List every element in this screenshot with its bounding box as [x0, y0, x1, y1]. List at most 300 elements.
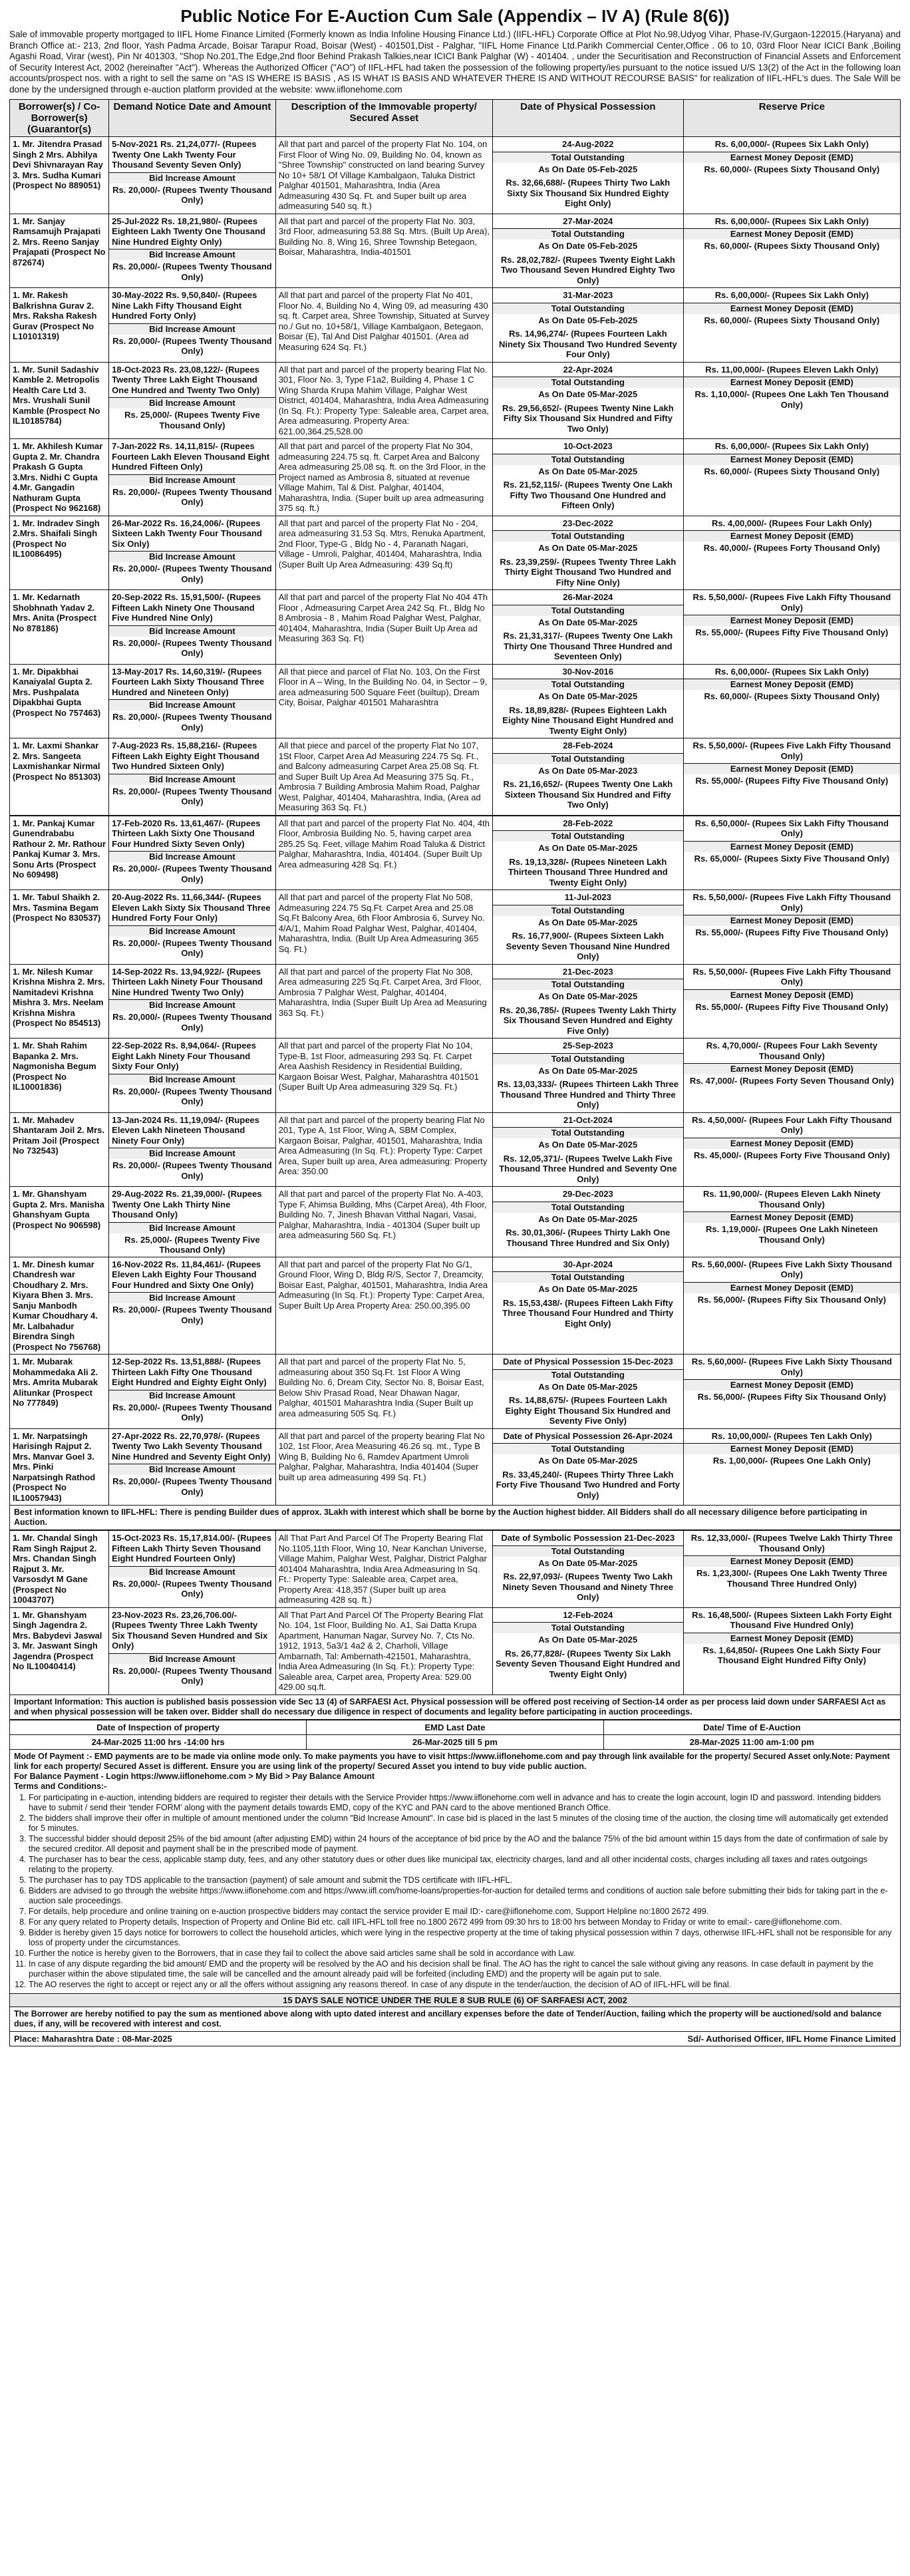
- borrower-names: 1. Mr. Sunil Sadashiv Kamble 2. Metropolis Health Care Ltd 3. Mrs. Vrushali Sunil Kamble (Prospect No IL10185784): [13, 364, 100, 426]
- outstanding-amount: Rs. 26,77,828/- (Rupees Twenty Six Lakh Seventy Seven Thousand Eight Hundred and Twenty Eight Only): [496, 1648, 681, 1679]
- borrower-names: 1. Mr. Tabul Shaikh 2. Mrs. Tasmina Begam (Prospect No 830537): [13, 892, 101, 923]
- reserve-price: Rs. 4,50,000/- (Rupees Four Lakh Fifty Thousand Only): [692, 1114, 892, 1135]
- reserve-price: Rs. 6,50,000/- (Rupees Six Lakh Fifty Thousand Only): [694, 818, 889, 838]
- borrower-cell: [10, 1187, 109, 1257]
- as-on-date: As On Date 05-Mar-2023: [538, 765, 638, 776]
- outstanding-amount: Rs. 30,01,306/- (Rupees Thirty Lakh One Thousand Three Hundred and Six Only): [506, 1227, 671, 1248]
- as-on-date: As On Date 05-Mar-2025: [538, 543, 638, 553]
- emd-label: Earnest Money Deposit (EMD): [684, 989, 900, 1001]
- bid-increase-value: Rs. 20,000/- (Rupees Twenty Thousand Only): [112, 335, 272, 356]
- reserve-price: Rs. 12,33,000/- (Rupees Twelve Lakh Thirty Three Thousand Only): [690, 1533, 893, 1553]
- payment-mode: Mode Of Payment :- EMD payments are to be made via online mode only. To make payments you have to visit https://www.iiflonehome.com and pay through link available for the property/ Secured Asset only.Note: Payment link for each property/ Secured Asset is different. Ensure you are using link of the property/ Secured Asset you intend to buy vide public auction.: [14, 1751, 890, 1771]
- auction-table: [9, 99, 901, 816]
- reserve-price: Rs. 6,00,000/- (Rupees Six Lakh Only): [714, 666, 869, 677]
- demand-notice: 5-Nov-2021 Rs. 21,24,077/- (Rupees Twenty One Lakh Twenty Four Thousand Seventy Seven Only): [112, 139, 257, 170]
- borrower-names: 1. Mr. Indradev Singh 2.Mrs. Shaifali Singh (Prospect No IL10086495): [13, 518, 100, 559]
- bid-increase-label: Bid Increase Amount: [109, 774, 275, 785]
- total-outstanding-label: Total Outstanding: [493, 830, 683, 842]
- description-cell: [275, 890, 492, 965]
- reserve-price: Rs. 6,00,000/- (Rupees Six Lakh Only): [714, 139, 869, 149]
- emd-value: Rs. 65,000/- (Rupees Sixty Five Thousand Only): [694, 853, 889, 864]
- best-info-note: Best information known to IIFL-HFL: There is pending Builder dues of approx. 3Lakh with interest which shall be borne by the Auction highest bidder. All Bidders shall do all necessary diligence before participating in Auction.: [9, 1506, 901, 1530]
- bid-increase-value: Rs. 20,000/- (Rupees Twenty Thousand Only): [112, 1305, 272, 1325]
- emd-label: Earnest Money Deposit (EMD): [684, 615, 900, 626]
- terms-item: 6. Bidders are advised to go through the website https://www.iiflonehome.com and https://www.iifl.com/home-loans/properties-for-auction for detailed terms and conditions of auction sale before submitting their bids for taking part in the e-auction sale proceedings.: [29, 1886, 896, 1906]
- total-outstanding-label: Total Outstanding: [493, 753, 683, 764]
- reserve-price: Rs. 5,50,000/- (Rupees Five Lakh Fifty Thousand Only): [692, 592, 891, 613]
- table-row: [10, 1257, 901, 1355]
- property-description: All that part and parcel of the property Flat No. 104, on First Floor of Wing No. 09, Building No. 04, known as "Shree Township" constructed on land bearing Survey No 10+ 58/1 Of Village Kambalgaon, Taluka District Palghar 401501, Maharashtra, India (Area Admeasuring 430 Sq. Ft. and Super built up area admeasuring 540 sq. ft.): [278, 139, 488, 211]
- demand-cell: [109, 516, 276, 590]
- borrower-cell: [10, 1257, 109, 1355]
- borrower-cell: [10, 516, 109, 590]
- total-outstanding-label: Total Outstanding: [493, 152, 683, 163]
- emd-value: Rs. 55,000/- (Rupees Fifty Five Thousand Only): [695, 927, 889, 937]
- bid-increase-value: Rs. 20,000/- (Rupees Twenty Thousand Only): [112, 786, 272, 806]
- property-description: All that part and parcel of the property Flat No 304, admeasuring 224.75 sq. ft. Carpet Area and Balcony Area admeasuring 25.08 sq. ft. on the 3rd Floor, in the Project named as Ambrosia 8, situated at revenue Village Mahim, Tal & Dist. Palghar, 401404, Maharashtra, India. (Super built up area admeasuring 375 sq. ft.): [278, 441, 486, 513]
- table-row: [10, 1428, 901, 1506]
- emd-label: Earnest Money Deposit (EMD): [684, 530, 900, 542]
- borrower-names: 1. Mr. Pankaj Kumar Gunendrababu Rathour 2. Mr. Rathour Pankaj Kumar 3. Mrs. Sonu Arts (Prospect No 609498): [13, 818, 106, 880]
- closing-title: 15 DAYS SALE NOTICE UNDER THE RULE 8 SUB RULE (6) OF SARFAESI ACT, 2002: [9, 1994, 901, 2007]
- bid-increase-label: Bid Increase Amount: [109, 474, 275, 486]
- reserve-price: Rs. 5,50,000/- (Rupees Five Lakh Fifty Thousand Only): [692, 892, 891, 913]
- bid-increase-value: Rs. 20,000/- (Rupees Twenty Thousand Only): [112, 184, 272, 205]
- borrower-cell: [10, 1531, 109, 1608]
- description-cell: [275, 738, 492, 816]
- description-cell: [275, 439, 492, 516]
- demand-cell: [109, 137, 276, 214]
- emd-label: Earnest Money Deposit (EMD): [684, 228, 900, 240]
- outstanding-amount: Rs. 14,96,274/- (Rupees Fourteen Lakh Ninety Six Thousand Two Hundred Seventy Four Only): [498, 329, 677, 359]
- borrower-names: 1. Mr. Akhilesh Kumar Gupta 2. Mr. Chandra Prakash G Gupta 3.Mrs. Nidhi C Gupta 4.Mr. Gangadin Nathuram Gupta (Prospect No 962168): [13, 441, 103, 513]
- possession-cell: [493, 439, 684, 516]
- as-on-date: As On Date 05-Mar-2025: [538, 1284, 638, 1294]
- reserve-price: Rs. 4,00,000/- (Rupees Four Lakh Only): [712, 518, 872, 528]
- demand-cell: [109, 1039, 276, 1113]
- as-on-date: As On Date 05-Mar-2025: [538, 691, 638, 701]
- description-cell: [275, 362, 492, 439]
- possession-date: 30-Nov-2016: [562, 666, 614, 677]
- emd-label: Earnest Money Deposit (EMD): [684, 679, 900, 690]
- emd-value: Rs. 60,000/- (Rupees Sixty Thousand Only): [704, 691, 880, 701]
- borrower-cell: [10, 738, 109, 816]
- borrower-cell: [10, 288, 109, 363]
- emd-value: Rs. 60,000/- (Rupees Sixty Thousand Only): [704, 315, 880, 325]
- as-on-date: As On Date 05-Mar-2025: [538, 1557, 638, 1568]
- description-cell: [275, 590, 492, 665]
- outstanding-amount: Rs. 13,03,333/- (Rupees Thirteen Lakh Three Thousand Three Hundred and Thirty Three Only): [497, 1079, 679, 1110]
- reserve-price: Rs. 5,50,000/- (Rupees Five Lakh Fifty Thousand Only): [692, 740, 891, 761]
- reserve-cell: [683, 1355, 900, 1429]
- outstanding-amount: Rs. 21,31,317/- (Rupees Twenty One Lakh Thirty One Thousand Three Hundred and Seventeen Only): [503, 631, 673, 661]
- property-description: All that part and parcel of the property Flat No. 303, 3rd Floor, admeasuring 53.88 Sq. Mtrs. (Built Up Area), Building No. 8, Wing 16, Shree Township Betegaon, Boisar, Maharashtra, India-401501: [278, 216, 490, 257]
- emd-label: Earnest Money Deposit (EMD): [684, 1555, 900, 1567]
- reserve-cell: [683, 816, 900, 890]
- bid-increase-value: Rs. 20,000/- (Rupees Twenty Thousand Only): [112, 261, 272, 282]
- reserve-cell: [683, 738, 900, 816]
- borrower-cell: [10, 1355, 109, 1429]
- terms-item: 11. In case of any dispute regarding the bid amount/ EMD and the property will be resolved by the AO and his decision shall be final. The AO has the right to cancel the sale without giving any reasons. In case default in payment by the purchaser within the above stipulated time, the sale will be cancelled and the amount already paid will be forfeited (including EMD) and the property will be again put to sale.: [29, 1959, 896, 1979]
- borrower-names: 1. Mr. Jitendra Prasad Singh 2 Mrs. Abhilya Devi Shivnarayan Ray 3. Mrs. Sudha Kumari (Prospect No 889051): [13, 139, 103, 190]
- bid-increase-label: Bid Increase Amount: [109, 1464, 275, 1475]
- bid-increase-label: Bid Increase Amount: [109, 1653, 275, 1665]
- terms-list: [29, 1793, 896, 1990]
- as-on-date: As On Date 05-Mar-2025: [538, 1456, 638, 1466]
- possession-date: 11-Jul-2023: [564, 892, 611, 902]
- description-cell: [275, 1428, 492, 1506]
- demand-cell: [109, 664, 276, 738]
- auction-rows-3: [10, 1531, 901, 1695]
- demand-cell: [109, 1531, 276, 1608]
- total-outstanding-label: Total Outstanding: [493, 1369, 683, 1380]
- as-on-date: As On Date 05-Mar-2025: [538, 1213, 638, 1224]
- total-outstanding-label: Total Outstanding: [493, 1127, 683, 1138]
- as-on-date: As On Date 05-Mar-2025: [538, 466, 638, 476]
- borrower-names: 1. Mr. Chandal Singh Ram Singh Rajput 2. Mrs. Chandan Singh Rajput 3. Mr. Varsosdyt M Gane (Prospect No 10043707): [13, 1533, 98, 1605]
- auction-table-2: [9, 816, 901, 1506]
- borrower-names: 1. Mr. Rakesh Balkrishna Gurav 2. Mrs. Raksha Rakesh Gurav (Prospect No L10101319): [13, 290, 97, 341]
- header-borrower: Borrower(s) / Co-Borrower(s) (Guarantor(s): [10, 100, 109, 137]
- signatory: Sd/- Authorised Officer, IIFL Home Finance Limited: [687, 2033, 896, 2044]
- description-cell: [275, 1257, 492, 1355]
- demand-cell: [109, 964, 276, 1039]
- possession-date: 28-Feb-2024: [563, 740, 613, 750]
- outstanding-amount: Rs. 16,77,900/- (Rupees Sixteen Lakh Seventy Seven Thousand Nine Hundred Only): [506, 931, 670, 961]
- as-on-date: As On Date 05-Mar-2025: [538, 991, 638, 1001]
- borrower-names: 1. Mr. Mahadev Shantaram Joil 2. Mrs. Pritam Joil (Prospect No 732543): [13, 1114, 104, 1156]
- borrower-cell: [10, 890, 109, 965]
- outstanding-amount: Rs. 29,56,652/- (Rupees Twenty Nine Lakh Fifty Six Thousand Six Hundred and Fifty Two Only): [502, 402, 674, 434]
- terms-item: 10. Further the notice is hereby given to the Borrowers, that in case they fail to collect the above said articles same shall be sold in accordance with Law.: [29, 1949, 896, 1959]
- bid-increase-value: Rs. 20,000/- (Rupees Twenty Thousand Only): [112, 637, 272, 658]
- schedule-emd-value: 26-Mar-2025 till 5 pm: [307, 1734, 603, 1749]
- table-row: [10, 288, 901, 363]
- emd-label: Earnest Money Deposit (EMD): [684, 1138, 900, 1149]
- reserve-price: Rs. 6,00,000/- (Rupees Six Lakh Only): [714, 441, 869, 451]
- bid-increase-label: Bid Increase Amount: [109, 1566, 275, 1577]
- possession-date: 31-Mar-2023: [563, 290, 613, 300]
- property-description: All that part and parcel of the property Flat No 508, Admeasuring 224.75 Sq.Ft. Carpet Area and 25.08 Sq.Ft Balcony Area, 6th Floor Ambrosia 6, Survey No. 4/A/1, Mahim Road Palghar West, Palghar, 401404, Maharashtra, India. (Built Up Area Admeasuring 365 Sq. Ft.): [278, 892, 485, 954]
- reserve-cell: [683, 1187, 900, 1257]
- emd-label: Earnest Money Deposit (EMD): [684, 1633, 900, 1644]
- total-outstanding-label: Total Outstanding: [493, 1053, 683, 1064]
- description-cell: [275, 516, 492, 590]
- demand-notice: 26-Mar-2022 Rs. 16,24,006/- (Rupees Sixteen Lakh Twenty Four Thousand Six Only): [112, 518, 262, 549]
- terms-item: 12. The AO reserves the right to accept or reject any or all the offers without assigning any reasons thereof. In case of any dispute in the tender/auction, the decision of AO of IIFL-HFL will be final.: [29, 1980, 896, 1990]
- outstanding-amount: Rs. 23,39,259/- (Rupees Twenty Three Lakh Thirty Eight Thousand Two Hundred and Fifty Nine Only): [500, 556, 677, 587]
- reserve-cell: [683, 137, 900, 214]
- property-description: All that piece and parcel of the property Flat No 107, 1St Floor, Carpet Area Ad Measuring 224.75 Sq. Ft., and Balcony admeasuring Carpet Area 25.08 Sq. Ft. and Super Built Up Area Ad Measuring 375 Sq. Ft., Ambrosia 7 Building Ambrosia Mahim Road, Palghar West, Palghar, 401404, Maharashtra, India, (Area ad Measuring 363 Sq. Ft.): [278, 740, 481, 812]
- outstanding-amount: Rs. 18,89,828/- (Rupees Eighteen Lakh Eighty Nine Thousand Eight Hundred and Twenty Eight Only): [502, 705, 674, 736]
- property-description: All that part and parcel of the property Flat No. A-403, Type F, Ahimsa Building, Mhs (Carpet Area), 4th Floor, Building No. 7, Jinesh Bhavan Vitthal Nagari, Vasai, Palghar, Maharashtra, India - 401304 (Super built up area admeasuring 560 Sq. Ft.): [278, 1189, 487, 1240]
- demand-notice: 7-Aug-2023 Rs. 15,88,216/- (Rupees Fifteen Lakh Eighty Eight Thousand Two Hundred Sixteen Only): [112, 740, 259, 771]
- demand-notice: 15-Oct-2023 Rs. 15,17,814.00/- (Rupees Fifteen Lakh Thirty Seven Thousand Eight Hundred Fourteen Only): [112, 1533, 272, 1563]
- demand-cell: [109, 1112, 276, 1187]
- property-description: All that part and parcel of the property bearing Flat No. 301, Floor No. 3, Type F1a2, Building 4, Phase 1 C Wing Sharda Krupa Mahim Village, Palghar West District, 401404, Maharashtra, India Area Admeasuring (In Sq. Ft.): Property Type: Saleable area, Carpet area, Area admeasuring. Property Area: 621.00,364.25,528.00: [278, 364, 489, 436]
- notice-page: [9, 5, 901, 2046]
- emd-value: Rs. 1,10,000/- (Rupees One Lakh Ten Thousand Only): [694, 389, 889, 410]
- borrower-names: 1. Mr. Laxmi Shankar 2. Mrs. Sangeeta Laxmishankar Nirmal (Prospect No 851303): [13, 740, 101, 782]
- as-on-date: As On Date 05-Feb-2025: [538, 315, 638, 325]
- emd-label: Earnest Money Deposit (EMD): [684, 1379, 900, 1390]
- total-outstanding-label: Total Outstanding: [493, 377, 683, 388]
- description-cell: [275, 964, 492, 1039]
- schedule-header-row: [10, 1720, 901, 1734]
- possession-date: Date of Physical Possession 26-Apr-2024: [503, 1430, 673, 1441]
- bid-increase-label: Bid Increase Amount: [109, 1292, 275, 1303]
- emd-value: Rs. 1,19,000/- (Rupees One Lakh Nineteen Thousand Only): [706, 1224, 878, 1245]
- total-outstanding-label: Total Outstanding: [493, 605, 683, 616]
- reserve-price: Rs. 6,00,000/- (Rupees Six Lakh Only): [714, 290, 869, 300]
- schedule-inspection-value: 24-Mar-2025 11:00 hrs -14:00 hrs: [10, 1734, 307, 1749]
- terms-section: [9, 1750, 901, 1994]
- emd-value: Rs. 1,00,000/- (Rupees One Lakh Only): [712, 1456, 871, 1466]
- header-possession: Date of Physical Possession: [493, 100, 684, 137]
- reserve-cell: [683, 964, 900, 1039]
- bid-increase-label: Bid Increase Amount: [109, 1390, 275, 1401]
- possession-date: 30-Apr-2024: [563, 1259, 613, 1269]
- emd-label: Earnest Money Deposit (EMD): [684, 377, 900, 388]
- property-description: All that piece and parcel of Flat No. 103, On the First Floor in A – Wing, In the Building No. 04, in Sector – 9, area admeasuring 500 Square Feet (builtup), Dream City, Boisar, Palghar 401501 Maharashtra: [278, 666, 488, 707]
- description-cell: [275, 214, 492, 288]
- bid-increase-value: Rs. 20,000/- (Rupees Twenty Thousand Only): [112, 564, 272, 584]
- total-outstanding-label: Total Outstanding: [493, 1271, 683, 1283]
- bid-increase-value: Rs. 20,000/- (Rupees Twenty Thousand Only): [112, 1402, 272, 1422]
- balance-payment: For Balance Payment - Login https://www.iiflonehome.com > My Bid > Pay Balance Amount: [14, 1771, 375, 1781]
- terms-item: 5. The purchaser has to pay TDS applicable to the transaction (payment) of sale amount and submit the TDS certificate with IIFL-HFL.: [29, 1875, 896, 1885]
- bid-increase-label: Bid Increase Amount: [109, 551, 275, 562]
- bid-increase-value: Rs. 20,000/- (Rupees Twenty Thousand Only): [112, 1578, 272, 1599]
- reserve-price: Rs. 5,50,000/- (Rupees Five Lakh Fifty Thousand Only): [692, 966, 891, 987]
- borrower-cell: [10, 1607, 109, 1694]
- outstanding-amount: Rs. 32,66,688/- (Rupees Thirty Two Lakh Sixty Six Thousand Six Hundred Eighty Eight Only): [506, 178, 671, 208]
- possession-date: Date of Symbolic Possession 21-Dec-2023: [501, 1533, 675, 1543]
- reserve-cell: [683, 1428, 900, 1506]
- terms-item: 2. The bidders shall improve their offer in multiple of amount mentioned under the column "Bid Increase Amount". In case bid is placed in the last 5 minutes of the closing time of the auction, the closing time will automatically get extended for 5 minutes.: [29, 1814, 896, 1834]
- description-cell: [275, 288, 492, 363]
- demand-notice: 23-Nov-2023 Rs. 23,26,706.00/- (Rupees Twenty Three Lakh Twenty Six Thousand Seven Hundred and Six Only): [112, 1609, 268, 1651]
- schedule-auction-header: Date/ Time of E-Auction: [603, 1720, 900, 1734]
- possession-cell: [493, 1039, 684, 1113]
- total-outstanding-label: Total Outstanding: [493, 1202, 683, 1213]
- emd-value: Rs. 60,000/- (Rupees Sixty Thousand Only): [704, 466, 880, 476]
- emd-label: Earnest Money Deposit (EMD): [684, 303, 900, 314]
- place-date: Place: Maharashtra Date : 08-Mar-2025: [14, 2033, 172, 2044]
- notice-footer: [9, 2032, 901, 2046]
- reserve-cell: [683, 590, 900, 665]
- possession-date: 26-Mar-2024: [563, 592, 613, 602]
- bid-increase-value: Rs. 20,000/- (Rupees Twenty Thousand Only): [112, 864, 272, 884]
- possession-cell: [493, 516, 684, 590]
- emd-value: Rs. 60,000/- (Rupees Sixty Thousand Only): [704, 164, 880, 174]
- reserve-price: Rs. 11,90,000/- (Rupees Eleven Lakh Ninety Thousand Only): [703, 1189, 881, 1209]
- table-row: [10, 439, 901, 516]
- total-outstanding-label: Total Outstanding: [493, 1622, 683, 1633]
- bid-increase-label: Bid Increase Amount: [109, 1074, 275, 1085]
- outstanding-amount: Rs. 19,13,328/- (Rupees Nineteen Lakh Thirteen Thousand Three Hundred and Twenty Eight Only): [508, 856, 668, 887]
- possession-date: 21-Dec-2023: [562, 966, 613, 977]
- property-description: All that part and parcel of the property Flat No G/1, Ground Floor, Wing D, Bldg R/S, Sector 7, Dreamcity, Boisar East, Palghar, 401501, Maharashtra, India Area Admeasuring (In Sq. Ft.): Property Type: Carpet Area, Super Built Up Area Property Area: 250.00,395.00: [278, 1259, 488, 1311]
- possession-date: 10-Oct-2023: [563, 441, 613, 451]
- terms-item: 8. For any query related to Property details, Inspection of Property and Online Bid etc. call IIFL-HFL toll free no.1800 2672 499 from 09:30 hrs to 18:00 hrs between Monday to Friday or write to email:- care@iiflonehome.com.: [29, 1917, 896, 1927]
- outstanding-amount: Rs. 21,52,115/- (Rupees Twenty One Lakh Fifty Two Thousand One Hundred and Fifteen Only): [503, 480, 673, 510]
- auction-table-3: [9, 1530, 901, 1695]
- borrower-names: 1. Mr. Ghanshyam Singh Jagendra 2. Mrs. Babydevi Jaswal 3. Mr. Jaswant Singh Jagendra (Prospect No IL10040414): [13, 1609, 102, 1671]
- demand-cell: [109, 1257, 276, 1355]
- demand-cell: [109, 816, 276, 890]
- demand-cell: [109, 214, 276, 288]
- total-outstanding-label: Total Outstanding: [493, 1545, 683, 1557]
- emd-label: Earnest Money Deposit (EMD): [684, 454, 900, 465]
- property-description: All that part and parcel of the property Flat No 308, Area admeasuring 225 Sq.Ft. Carpet Area, 3rd Floor, Ambrosia 7 Palghar West, Palghar, 401404, Maharashtra, India (Super Built Up Area ad Measuring 363 Sq. Ft.): [278, 966, 487, 1018]
- reserve-cell: [683, 890, 900, 965]
- borrower-names: 1. Mr. Dipakbhai Kanaiyalal Gupta 2. Mrs. Pushpalata Dipakbhai Gupta (Prospect No 757463): [13, 666, 101, 718]
- emd-value: Rs. 56,000/- (Rupees Fifty Six Thousand Only): [697, 1392, 886, 1402]
- reserve-price: Rs. 5,60,000/- (Rupees Five Lakh Sixty Thousand Only): [691, 1357, 892, 1377]
- terms-item: 4. The purchaser has to bear the cess, applicable stamp duty, fees, and any other statutory dues or other dues like municipal tax, electricity charges, land and all other incidental costs, charges including all taxes and rates outgoings relating to the property.: [29, 1855, 896, 1875]
- possession-date: 29-Dec-2023: [562, 1189, 613, 1199]
- property-description: All that part and parcel of the property Flat No. 404, 4th Floor, Ambrosia Building No. 5, having carpet area 285.25 Sq. Feet, village Mahim Road Taluka & District Palghar, Maharashtra, India, 401404. (Super Built Up Area admeasuring 428 Sq. Ft.): [278, 818, 490, 870]
- table-row: [10, 137, 901, 214]
- reserve-cell: [683, 214, 900, 288]
- demand-notice: 12-Sep-2022 Rs. 13,51,888/- (Rupees Thirteen Lakh Fifty One Thousand Eight Hundred and Eighty Eight Only): [112, 1357, 267, 1387]
- borrower-names: 1. Mr. Kedarnath Shobhnath Yadav 2. Mrs. Anita (Prospect No 878186): [13, 592, 96, 633]
- table-row: [10, 590, 901, 665]
- possession-cell: [493, 1187, 684, 1257]
- table-row: [10, 1607, 901, 1694]
- bid-increase-label: Bid Increase Amount: [109, 1148, 275, 1159]
- terms-title: Terms and Conditions:-: [14, 1781, 107, 1791]
- reserve-price: Rs. 10,00,000/- (Rupees Ten Lakh Only): [711, 1430, 872, 1441]
- table-row: [10, 964, 901, 1039]
- borrower-cell: [10, 137, 109, 214]
- bid-increase-label: Bid Increase Amount: [109, 925, 275, 937]
- bid-increase-value: Rs. 20,000/- (Rupees Twenty Thousand Only): [112, 1476, 272, 1497]
- auction-rows-2: [10, 816, 901, 1506]
- emd-value: Rs. 1,23,300/- (Rupees One Lakh Twenty Three Thousand Three Hundred Only): [696, 1568, 887, 1589]
- as-on-date: As On Date 05-Mar-2025: [538, 917, 638, 927]
- possession-cell: [493, 816, 684, 890]
- demand-notice: 27-Apr-2022 Rs. 22,70,978/- (Rupees Twenty Two Lakh Seventy Thousand Nine Hundred and Seventy Eight Only): [112, 1430, 271, 1462]
- table-row: [10, 362, 901, 439]
- bid-increase-label: Bid Increase Amount: [109, 851, 275, 862]
- table-row: [10, 1187, 901, 1257]
- emd-value: Rs. 47,000/- (Rupees Forty Seven Thousand Only): [689, 1076, 894, 1086]
- table-row: [10, 1112, 901, 1187]
- reserve-cell: [683, 1257, 900, 1355]
- as-on-date: As On Date 05-Mar-2025: [538, 1065, 638, 1076]
- total-outstanding-label: Total Outstanding: [493, 454, 683, 465]
- possession-cell: [493, 288, 684, 363]
- possession-date: 25-Sep-2023: [562, 1041, 613, 1050]
- emd-value: Rs. 40,000/- (Rupees Forty Thousand Only): [703, 543, 880, 553]
- demand-notice: 29-Aug-2022 Rs. 21,39,000/- (Rupees Twenty One Lakh Thirty Nine Thousand Only): [112, 1189, 262, 1219]
- demand-notice: 18-Oct-2023 Rs. 23,08,122/- (Rupees Twenty Three Lakh Eight Thousand One Hundred and Twenty Two Only): [112, 364, 260, 395]
- as-on-date: As On Date 05-Feb-2025: [538, 241, 638, 251]
- possession-cell: [493, 1112, 684, 1187]
- description-cell: [275, 1187, 492, 1257]
- borrower-names: 1. Mr. Sanjay Ramsamujh Prajapati 2. Mrs. Reeno Sanjay Prajapati (Prospect No 872674): [13, 216, 106, 267]
- total-outstanding-label: Total Outstanding: [493, 530, 683, 542]
- as-on-date: As On Date 05-Mar-2025: [538, 843, 638, 853]
- demand-cell: [109, 288, 276, 363]
- possession-cell: [493, 1531, 684, 1608]
- emd-label: Earnest Money Deposit (EMD): [684, 1211, 900, 1223]
- as-on-date: As On Date 05-Mar-2025: [538, 1140, 638, 1150]
- possession-date: 24-Aug-2022: [562, 139, 614, 149]
- terms-item: 7. For details, help procedure and online training on e-auction prospective bidders may contact the service provider E mail ID:- care@iiflonehome.com, Support Helpline no:1800 2672 499.: [29, 1907, 896, 1917]
- description-cell: [275, 1607, 492, 1694]
- borrower-cell: [10, 439, 109, 516]
- demand-cell: [109, 890, 276, 965]
- outstanding-amount: Rs. 20,36,785/- (Rupees Twenty Lakh Thirty Six Thousand Seven Hundred and Eighty Five Only): [500, 1005, 677, 1036]
- as-on-date: As On Date 05-Mar-2025: [538, 617, 638, 627]
- total-outstanding-label: Total Outstanding: [493, 979, 683, 990]
- demand-cell: [109, 1187, 276, 1257]
- terms-item: 1. For participating in e-auction, intending bidders are required to register their details with the Service Provider https://www.iiflonehome.com well in advance and has to create the login account, login ID and password. Intending bidders have to submit / send their 'tender FORM' along with the payment details towards EMD, copy of the KYC and PAN card to the above mentioned Branch Office.: [29, 1793, 896, 1813]
- outstanding-amount: Rs. 28,02,782/- (Rupees Twenty Eight Lakh Two Thousand Seven Hundred Eighty Two Only): [500, 254, 675, 285]
- emd-value: Rs. 1,64,850/- (Rupees One Lakh Sixty Four Thousand Eight Hundred Fifty Only): [702, 1645, 881, 1665]
- property-description: All that part and parcel of the property Flat No - 204, area admeasuring 31.53 Sq. Mtrs, Renuka Apartment, 2nd Floor, Type-G , Bldg No - 4, Paranath Nagari, Village - Umroli, Palghar, 401404, Maharashtra, India (Super Built Up Area Admeasuring: 439 Sq.ft): [278, 518, 486, 569]
- notice-title: Public Notice For E-Auction Cum Sale (Appendix – IV A) (Rule 8(6)): [180, 6, 730, 26]
- reserve-cell: [683, 1607, 900, 1694]
- borrower-names: 1. Mr. Shah Rahim Bapanka 2. Mrs. Nagmonisha Begum (Prospect No IL10001836): [13, 1041, 96, 1092]
- important-info-note: Important Information: This auction is published basis possession vide Sec 13 (4) of SARFAESI Act. Physical possession will be offered post receiving of Section-14 order as per process laid down under SARFAESI Act as and when physical possession will be taken over. Bidder shall do necessary due diligence in respect of documents and legality before participating in auction proceedings.: [9, 1695, 901, 1720]
- demand-notice: 13-May-2017 Rs. 14,60,319/- (Rupees Fourteen Lakh Sixty Thousand Three Hundred and Nineteen Only): [112, 666, 265, 697]
- reserve-price: Rs. 4,70,000/- (Rupees Four Lakh Seventy Thousand Only): [706, 1041, 877, 1061]
- possession-date: 12-Feb-2024: [563, 1609, 613, 1620]
- borrower-names: 1. Mr. Nilesh Kumar Krishna Mishra 2. Mrs. Namitadevi Krishna Mishra 3. Mrs. Neelam Krishna Mishra (Prospect No 854513): [13, 966, 105, 1028]
- demand-notice: 22-Sep-2022 Rs. 8,94,064/- (Rupees Eight Lakh Ninety Four Thousand Sixty Four Only): [112, 1041, 256, 1071]
- bid-increase-label: Bid Increase Amount: [109, 397, 275, 408]
- emd-label: Earnest Money Deposit (EMD): [684, 1282, 900, 1293]
- bid-increase-label: Bid Increase Amount: [109, 699, 275, 711]
- emd-label: Earnest Money Deposit (EMD): [684, 152, 900, 163]
- notice-intro: Sale of immovable property mortgaged to IIFL Home Finance Limited (Formerly known as India Infoline Housing Finance Ltd.) (IIFL-HFL) Corporate Office at Plot No.98,Udyog Vihar, Phase-IV,Gurgaon-122015.(Haryana) and Branch Office at:- 213, 2nd floor, Yash Padma Arcade, Boisar Tarapur Road, Boisar (West) - 401501,Dist - Palghar, "IIFL Home Finance Ltd.Parikh Commercial Center,Office . 06 to 10, 03rd Floor Near ICICI Bank ,Boiling Agashi Road, Virar (west), Pin Nr 401303, "Shop No.201,The Edge,2nd floor Behind Prakash Talkies,near ICICI Bank Palghar (W) - 401404. , under the Securitisation and Reconstruction of Financial Assets and Enforcement of Security Interest Act, 2002 (hereinafter "Act"). Whereas the Authorized Officer ("AO") of IIFL-HFL had taken the possession of the following property/ies pursuant to the notice issued U/S 13(2) of the Act in the following loan accounts/prospect nos. with a right to sell the same on "AS IS WHERE IS BASIS , AS IS WHAT IS BASIS AND WHATEVER THERE IS AND WITHOUT RECOURSE BASIS" for realization of IIFL-HFL's dues. The Sale Will be done by the undersigned through e-auction platform provided at the website: www.iiflonehome.com: [9, 29, 901, 94]
- possession-date: 23-Dec-2022: [562, 518, 613, 528]
- schedule-inspection-header: Date of Inspection of property: [10, 1720, 307, 1734]
- total-outstanding-label: Total Outstanding: [493, 679, 683, 690]
- description-cell: [275, 137, 492, 214]
- demand-notice: 14-Sep-2022 Rs. 13,94,922/- (Rupees Thirteen Lakh Ninety Four Thousand Nine Hundred Twenty Two Only): [112, 966, 263, 997]
- bid-increase-value: Rs. 20,000/- (Rupees Twenty Thousand Only): [112, 1665, 272, 1686]
- borrower-cell: [10, 1112, 109, 1187]
- emd-value: Rs. 45,000/- (Rupees Forty Five Thousand Only): [693, 1150, 890, 1160]
- property-description: All that part and parcel of the property bearing Flat No 201, Type A, 1st Floor, Wing A, SBM Complex, Kargaon Boisar, Palghar, 401501, Maharashtra, India Area Admeasuring (In Sq. Ft.): Property Type: Carpet Area, Super built up area, Area admeasuring: Property Area: 350.00: [278, 1114, 488, 1176]
- borrower-cell: [10, 590, 109, 665]
- header-demand: Demand Notice Date and Amount: [109, 100, 276, 137]
- demand-cell: [109, 1607, 276, 1694]
- borrower-cell: [10, 964, 109, 1039]
- bid-increase-value: Rs. 20,000/- (Rupees Twenty Thousand Only): [112, 1160, 272, 1181]
- table-row: [10, 890, 901, 965]
- table-row: [10, 1355, 901, 1429]
- demand-cell: [109, 439, 276, 516]
- bid-increase-label: Bid Increase Amount: [109, 172, 275, 184]
- possession-cell: [493, 590, 684, 665]
- total-outstanding-label: Total Outstanding: [493, 303, 683, 314]
- demand-notice: 20-Aug-2022 Rs. 11,66,344/- (Rupees Eleven Lakh Sixty Six Thousand Three Hundred Forty Four Only): [112, 892, 271, 923]
- reserve-price: Rs. 5,60,000/- (Rupees Five Lakh Sixty Thousand Only): [691, 1259, 892, 1279]
- reserve-cell: [683, 439, 900, 516]
- schedule-value-row: [10, 1734, 901, 1749]
- demand-notice: 13-Jan-2024 Rs. 11,19,094/- (Rupees Eleven Lakh Nineteen Thousand Ninety Four Only): [112, 1114, 260, 1146]
- terms-item: 9. Bidder is hereby given 15 days notice for borrowers to collect the household articles, which were lying in the respective property at the time of taking physical possession within 7 days, otherwise IIFL-HFL shall not be responsible for any loss of property under the circumstances.: [29, 1928, 896, 1948]
- description-cell: [275, 816, 492, 890]
- reserve-price: Rs. 6,00,000/- (Rupees Six Lakh Only): [714, 216, 869, 226]
- possession-cell: [493, 1607, 684, 1694]
